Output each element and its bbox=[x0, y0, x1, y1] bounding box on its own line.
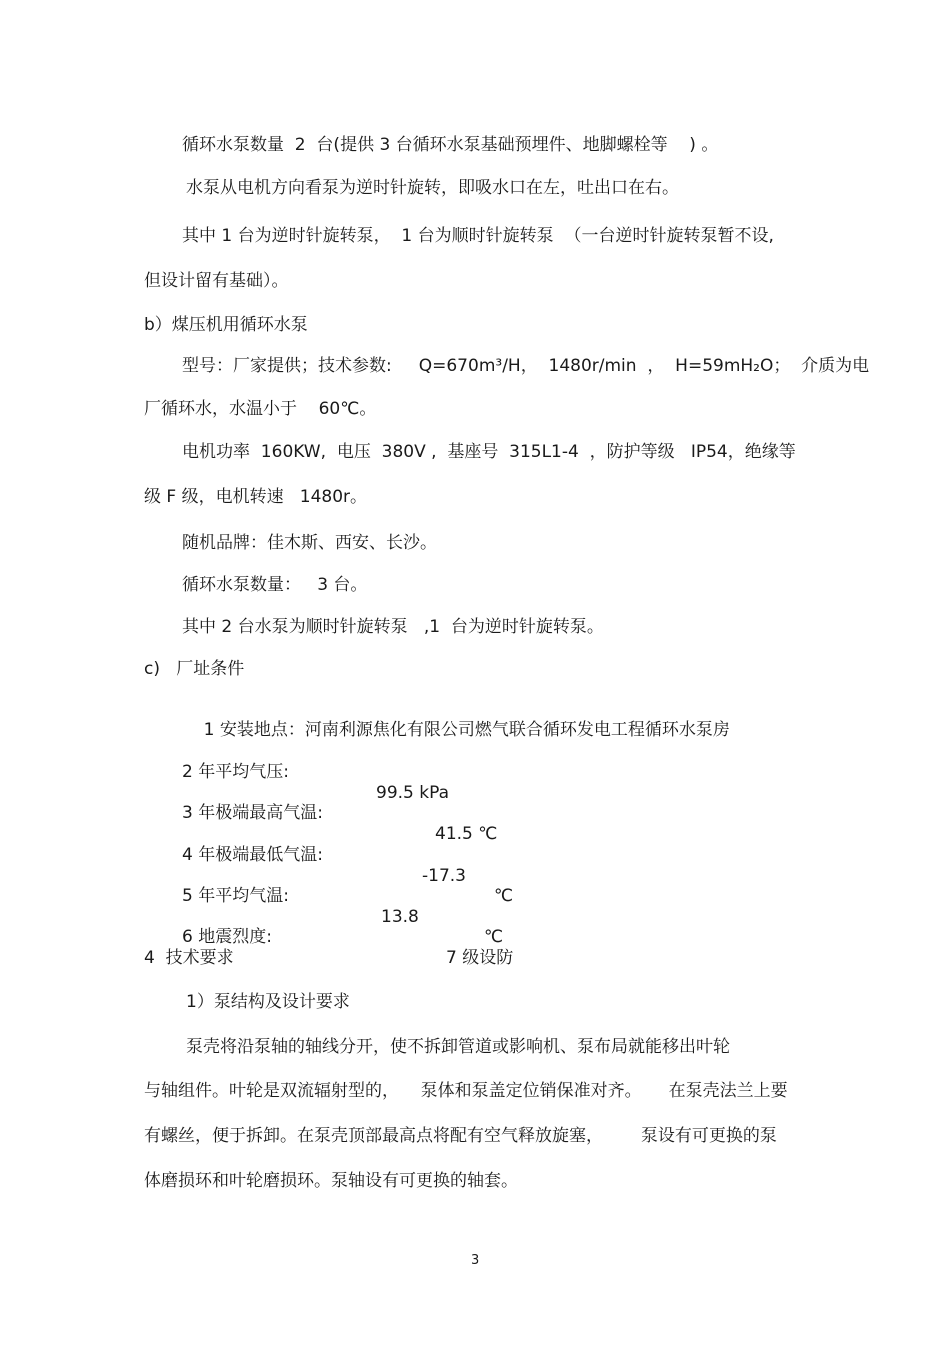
section-4-heading: 4 技术要求 bbox=[144, 948, 234, 968]
b-motor-line: 电机功率 160KW, 电压 380V , 基座号 315L1-4 ，防护等级 IP54，绝缘等 bbox=[182, 442, 796, 462]
site-condition-label: 5 年平均气温: bbox=[182, 886, 289, 907]
site-condition-value: 7 级设防 bbox=[446, 947, 514, 968]
paragraph-line: 泵壳将沿泵轴的轴线分开，使不拆卸管道或影响机、泵布局就能移出叶轮 bbox=[186, 1037, 730, 1057]
site-condition-value: 13.8 bbox=[381, 906, 419, 927]
site-condition-item bbox=[0, 907, 950, 989]
rotation-view-line: 水泵从电机方向看泵为逆时针旋转，即吸水口在左，吐出口在右。 bbox=[186, 178, 679, 198]
b-brand-line: 随机品牌：佳木斯、西安、长沙。 bbox=[182, 533, 437, 553]
b-medium-line: 厂循环水，水温小于 60℃。 bbox=[144, 399, 377, 419]
site-condition-unit: ℃ bbox=[484, 927, 504, 948]
site-condition-label: 3 年极端最高气温: bbox=[182, 803, 323, 824]
page-number: 3 bbox=[471, 1253, 480, 1268]
paragraph-line: 与轴组件。叶轮是双流辐射型的， 泵体和泵盖定位销保准对齐。 在泵壳法兰上要 bbox=[144, 1081, 788, 1101]
site-condition-unit: ℃ bbox=[494, 886, 514, 907]
site-condition-value: 41.5 ℃ bbox=[435, 823, 498, 844]
site-condition-label: 4 年极端最低气温: bbox=[182, 845, 323, 866]
section-b-heading: b）煤压机用循环水泵 bbox=[144, 315, 308, 335]
paragraph-line: 有螺丝，便于拆卸。在泵壳顶部最高点将配有空气释放旋塞， 泵设有可更换的泵 bbox=[144, 1126, 777, 1146]
reserve-base-line: 但设计留有基础）。 bbox=[144, 271, 289, 291]
site-condition-label: 6 地震烈度: bbox=[182, 927, 272, 948]
site-condition-label: 2 年平均气压: bbox=[182, 762, 289, 783]
rotation-split-line: 其中 1 台为逆时针旋转泵， 1 台为顺时针旋转泵 （一台逆时针旋转泵暂不设, bbox=[182, 226, 774, 246]
section-c-heading: c) 厂址条件 bbox=[144, 659, 245, 679]
site-condition-value: -17.3 bbox=[422, 865, 466, 886]
paragraph-line: 体磨损环和叶轮磨损环。泵轴设有可更换的轴套。 bbox=[144, 1171, 518, 1191]
b-params-line: 型号：厂家提供；技术参数: Q=670m³/H， 1480r/min ， H=59mH₂O； 介质为电 bbox=[182, 356, 870, 376]
b-count-line: 循环水泵数量： 3 台。 bbox=[182, 575, 368, 595]
site-condition-label: 1 安装地点：河南利源焦化有限公司燃气联合循环发电工程循环水泵房 bbox=[203, 720, 730, 741]
subsection-1-heading: 1）泵结构及设计要求 bbox=[186, 992, 350, 1012]
site-condition-value: 99.5 kPa bbox=[376, 782, 450, 803]
pump-count-line: 循环水泵数量 2 台(提供 3 台循环水泵基础预埋件、地脚螺栓等 ) 。 bbox=[182, 135, 719, 155]
b-insulation-line: 级 F 级，电机转速 1480r。 bbox=[144, 487, 368, 507]
b-rotation-line: 其中 2 台水泵为顺时针旋转泵 ,1 台为逆时针旋转泵。 bbox=[182, 617, 604, 637]
